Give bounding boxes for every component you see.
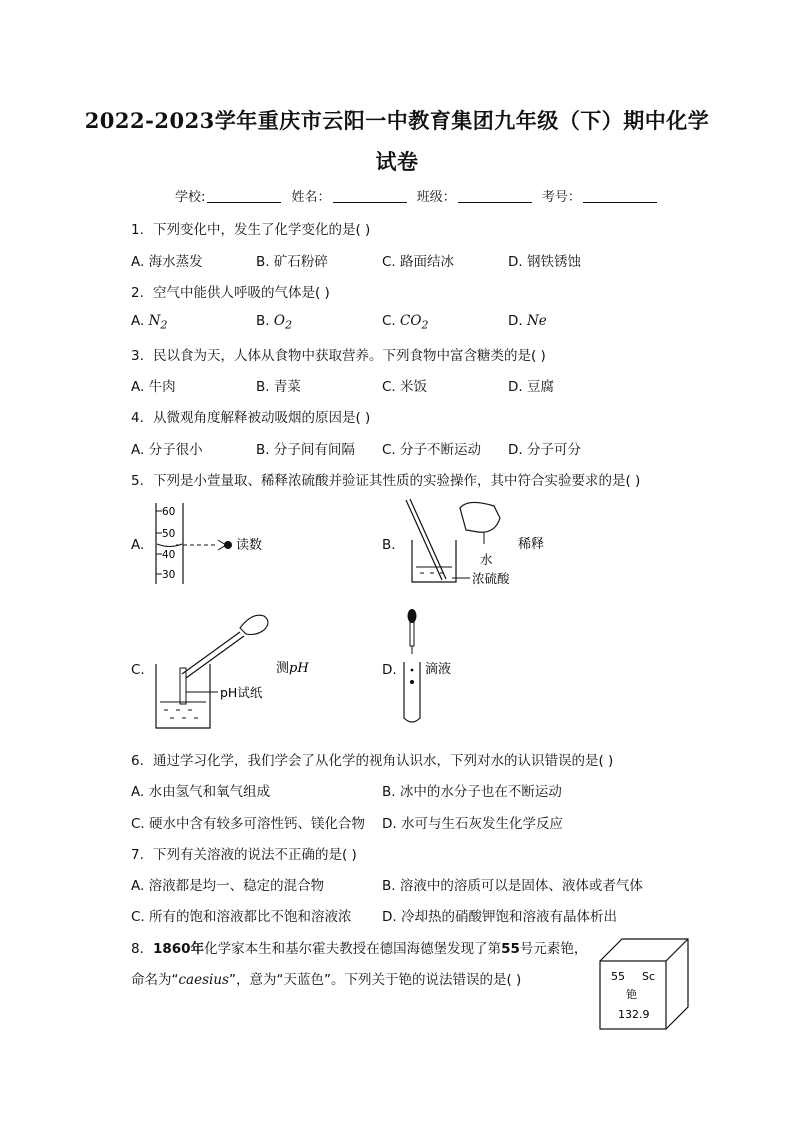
option-d-label[interactable]: D. [382,662,397,678]
option-b[interactable]: B. 溶液中的溶质可以是固体、液体或者气体 [382,878,643,894]
tick-label-30: 30 [162,569,176,581]
question-text: 下列变化中，发生了化学变化的是( ) [153,222,371,238]
question-number: 3. [131,348,144,364]
exam-no-label: 考号： [541,190,581,205]
dilution-figure [398,494,558,594]
tick-label-60: 60 [162,506,176,518]
atomic-mass: 132.9 [618,1008,650,1021]
hand-icon [240,615,268,634]
option-d[interactable]: D. 水可与生石灰发生化学反应 [382,816,563,832]
question-2 [131,281,330,301]
question-6 [131,749,613,769]
option-b[interactable]: B. 冰中的水分子也在不断运动 [382,784,562,800]
exam-no-blank[interactable] [583,190,657,203]
figure-d-caption: 滴液 [425,662,452,677]
name-label: 姓名： [291,190,331,205]
question-number: 6. [131,753,144,769]
figure-a-caption: 读数 [236,538,263,553]
question-text: 通过学习化学，我们学会了从化学的视角认识水，下列对水的认识错误的是( ) [153,753,614,769]
option-label: C. [382,313,401,329]
option-d[interactable]: D. 冷却热的硝酸钾饱和溶液有晶体析出 [382,909,617,925]
class-label: 班级： [416,190,456,205]
latin-name: caesius [178,972,229,988]
question-text: 空气中能供人呼吸的气体是( ) [153,285,330,301]
text-segment: ”，意为“天蓝色”。下列关于铯的说法错误的是( ) [228,972,522,988]
option-a[interactable]: A. 溶液都是均一、稳定的混合物 [131,878,325,894]
formula-subscript: 2 [160,318,168,332]
option-label: D. [508,313,527,329]
dropper-figure [398,604,488,728]
water-label: 水 [480,552,493,567]
option-a[interactable]: A. 海水蒸发 [131,254,203,270]
element-symbol: Sc [642,970,656,983]
element-number: 55 [501,941,520,957]
tick-label-40: 40 [162,549,176,561]
option-d[interactable]: D. 豆腐 [508,379,554,395]
option-c[interactable]: C. 米饭 [382,379,428,395]
question-text: 下列有关溶液的说法不正确的是( ) [153,847,357,863]
option-c[interactable]: C. 分子不断运动 [382,442,482,458]
question-number: 1. [131,222,144,238]
option-b[interactable] [256,313,292,332]
question-text: 从微观角度解释被动吸烟的原因是( ) [153,410,371,426]
year: 1860年 [153,941,205,957]
page-title-line2: 试卷 [375,149,419,174]
option-b-label[interactable]: B. [382,537,396,553]
caption-prefix: 测 [276,661,290,676]
element-name: 铯 [626,988,637,1001]
cylinder-reading-figure [148,500,288,590]
question-text: 下列是小萱量取、稀释浓硫酸并验证其性质的实验操作，其中符合实验要求的是( ) [153,473,641,489]
class-blank[interactable] [458,190,532,203]
caption-ph: pH [289,661,309,676]
option-a[interactable]: A. 分子很小 [131,442,203,458]
question-number: 2. [131,285,144,301]
question-5 [131,469,640,489]
ph-test-figure [148,604,318,734]
formula: CO [400,313,422,329]
school-label: 学校: [175,190,206,205]
formula: N [148,313,161,329]
periodic-element-card [594,935,694,1035]
option-b[interactable]: B. 分子间有间隔 [256,442,355,458]
text-segment: 命名为“ [131,972,179,988]
question-number: 8. [131,941,144,957]
dropper-bulb-icon [408,609,417,623]
question-8 [131,937,587,957]
option-c[interactable]: C. 所有的饱和溶液都比不饱和溶液浓 [131,909,352,925]
figure-c-caption [276,661,309,676]
atomic-number: 55 [611,970,625,983]
pouring-beaker [460,502,500,532]
option-a[interactable]: A. 牛肉 [131,379,176,395]
question-1 [131,218,370,238]
question-text-end: 号元素铯， [519,941,588,957]
question-7 [131,843,357,863]
option-d[interactable]: D. 分子可分 [508,442,581,458]
option-c[interactable]: C. 硬水中含有较多可溶性钙、镁化合物 [131,816,366,832]
option-label: A. [131,313,149,329]
question-text: 民以食为天，人体从食物中获取营养。下列食物中富含糖类的是( ) [153,348,546,364]
formula-subscript: 2 [284,318,293,332]
option-b[interactable]: B. 矿石粉碎 [256,254,328,270]
question-number: 5. [131,473,144,489]
option-label: B. [256,313,274,329]
acid-label: 浓硫酸 [472,571,510,586]
page-title: 2022-2023学年重庆市云阳一中教育集团九年级（下）期中化学 [84,108,710,133]
question-3 [131,344,546,364]
question-number: 7. [131,847,144,863]
figure-b-caption: 稀释 [518,537,545,552]
option-c-label[interactable]: C. [131,662,145,678]
ph-paper-label: pH试纸 [220,685,263,700]
question-text: 化学家本生和基尔霍夫教授在德国海德堡发现了第 [204,941,502,957]
formula: Ne [526,313,547,329]
option-a[interactable]: A. 水由氢气和氧气组成 [131,784,271,800]
student-info-line [175,186,663,205]
tick-label-50: 50 [162,528,176,540]
option-a[interactable] [131,313,168,332]
question-8-line2 [131,968,521,988]
question-number: 4. [131,410,144,426]
option-a-label[interactable]: A. [131,537,145,553]
formula: O [273,313,285,329]
option-c[interactable]: C. 路面结冰 [382,254,455,270]
option-d[interactable] [508,313,547,329]
option-d[interactable]: D. 钢铁锈蚀 [508,254,581,270]
formula-subscript: 2 [421,318,429,332]
question-4 [131,406,370,426]
option-c[interactable] [382,313,429,332]
eye-icon [224,541,232,549]
name-blank[interactable] [333,190,407,203]
option-b[interactable]: B. 青菜 [256,379,301,395]
school-blank[interactable] [207,190,281,203]
